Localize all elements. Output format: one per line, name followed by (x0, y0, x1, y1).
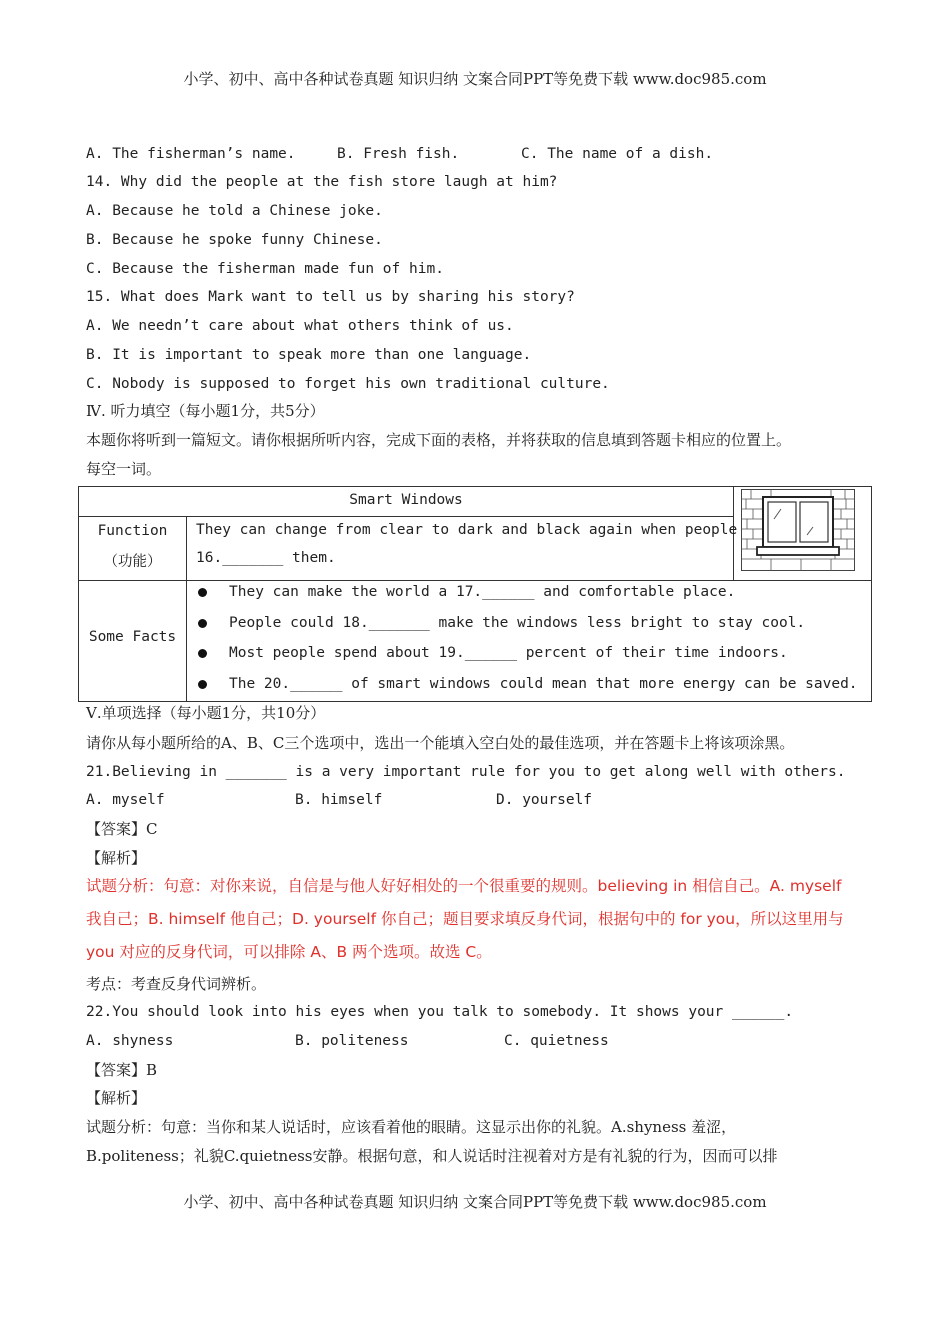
q21-option-a: A. myself (86, 792, 165, 808)
q22-option-c: C. quietness (504, 1033, 609, 1049)
q14-option-a: A. Because he told a Chinese joke. (86, 203, 383, 219)
fact-item-18: People could 18._______ make the windows less bright to stay cool. (229, 615, 806, 631)
function-label-cn: （功能） (103, 554, 162, 570)
section5-instruction: 请你从每小题所给的A、B、C三个选项中，选出一个能填入空白处的最佳选项，并在答题卡上将该项涂黑。 (86, 734, 795, 752)
function-text-line-2: 16._______ them. (196, 550, 336, 566)
q15-question: 15. What does Mark want to tell us by sharing his story? (86, 289, 575, 305)
q22-analysis-line-1: 试题分析：句意：当你和某人说话时，应该看着他的眼睛。这显示出你的礼貌。A.shyness 羞涩， (86, 1118, 737, 1136)
q13-option-c: C. The name of a dish. (521, 146, 714, 162)
bullet-icon (198, 588, 207, 597)
page-footer: 小学、初中、高中各种试卷真题 知识归纳 文案合同PPT等免费下载 www.doc985.com (183, 1193, 767, 1211)
function-text-line-1: They can change from clear to dark and black again when people (196, 522, 738, 538)
page-header: 小学、初中、高中各种试卷真题 知识归纳 文案合同PPT等免费下载 www.doc985.com (183, 70, 767, 88)
q13-option-b: B. Fresh fish. (337, 146, 460, 162)
table-title: Smart Windows (349, 492, 463, 508)
q21-analysis-line-1: 试题分析：句意：对你来说，自信是与他人好好相处的一个很重要的规则。believing in 相信自己。A. myself (86, 877, 842, 895)
section4-instruction-2: 每空一词。 (86, 460, 162, 478)
some-facts-label: Some Facts (88, 629, 177, 645)
q14-question: 14. Why did the people at the fish store laugh at him? (86, 174, 558, 190)
q21-analysis-line-2: 我自己；B. himself 他自己；D. yourself 你自己；题目要求填反身代词，根据句中的 for you，所以这里用与 (86, 910, 844, 928)
q22-analysis-line-2: B.politeness；礼貌C.quietness安静。根据句意，和人说话时注视着对方是有礼貌的行为，因而可以排 (86, 1147, 778, 1165)
q21-question: 21.Believing in _______ is a very important rule for you to get along well with others. (86, 764, 846, 780)
q22-option-a: A. shyness (86, 1033, 174, 1049)
q21-analysis-line-3: you 对应的反身代词，可以排除 A、B 两个选项。故选 C。 (86, 943, 492, 961)
function-label: Function (97, 523, 168, 539)
q21-kaodian: 考点：考查反身代词辨析。 (86, 975, 267, 993)
q22-question: 22.You should look into his eyes when you talk to somebody. It shows your ______. (86, 1004, 794, 1020)
q14-option-b: B. Because he spoke funny Chinese. (86, 232, 383, 248)
q22-option-b: B. politeness (295, 1033, 409, 1049)
q22-answer: 【答案】B (86, 1061, 158, 1079)
fact-item-17: They can make the world a 17.______ and comfortable place. (229, 584, 736, 600)
q21-option-d: D. yourself (496, 792, 593, 808)
q21-analysis-label: 【解析】 (86, 849, 147, 867)
q22-analysis-label: 【解析】 (86, 1089, 147, 1107)
smart-windows-table (78, 486, 872, 702)
q13-option-a: A. The fisherman’s name. (86, 146, 296, 162)
q15-option-c: C. Nobody is supposed to forget his own traditional culture. (86, 376, 610, 392)
q21-answer: 【答案】C (86, 820, 158, 838)
bullet-icon (198, 649, 207, 658)
smart-window-illustration (741, 489, 855, 571)
q21-option-b: B. himself (295, 792, 383, 808)
fact-item-20: The 20.______ of smart windows could mean that more energy can be saved. (229, 676, 858, 692)
section4-instruction-1: 本题你将听到一篇短文。请你根据所听内容，完成下面的表格，并将获取的信息填到答题卡相应的位置上。 (86, 431, 792, 449)
bullet-icon (198, 619, 207, 628)
bullet-icon (198, 680, 207, 689)
section4-title: Ⅳ. 听力填空（每小题1分，共5分） (86, 402, 325, 420)
q15-option-a: A. We needn’t care about what others think of us. (86, 318, 514, 334)
section5-title: Ⅴ.单项选择（每小题1分，共10分） (86, 704, 326, 722)
fact-item-19: Most people spend about 19.______ percent of their time indoors. (229, 645, 788, 661)
q15-option-b: B. It is important to speak more than one language. (86, 347, 532, 363)
q14-option-c: C. Because the fisherman made fun of him. (86, 261, 444, 277)
